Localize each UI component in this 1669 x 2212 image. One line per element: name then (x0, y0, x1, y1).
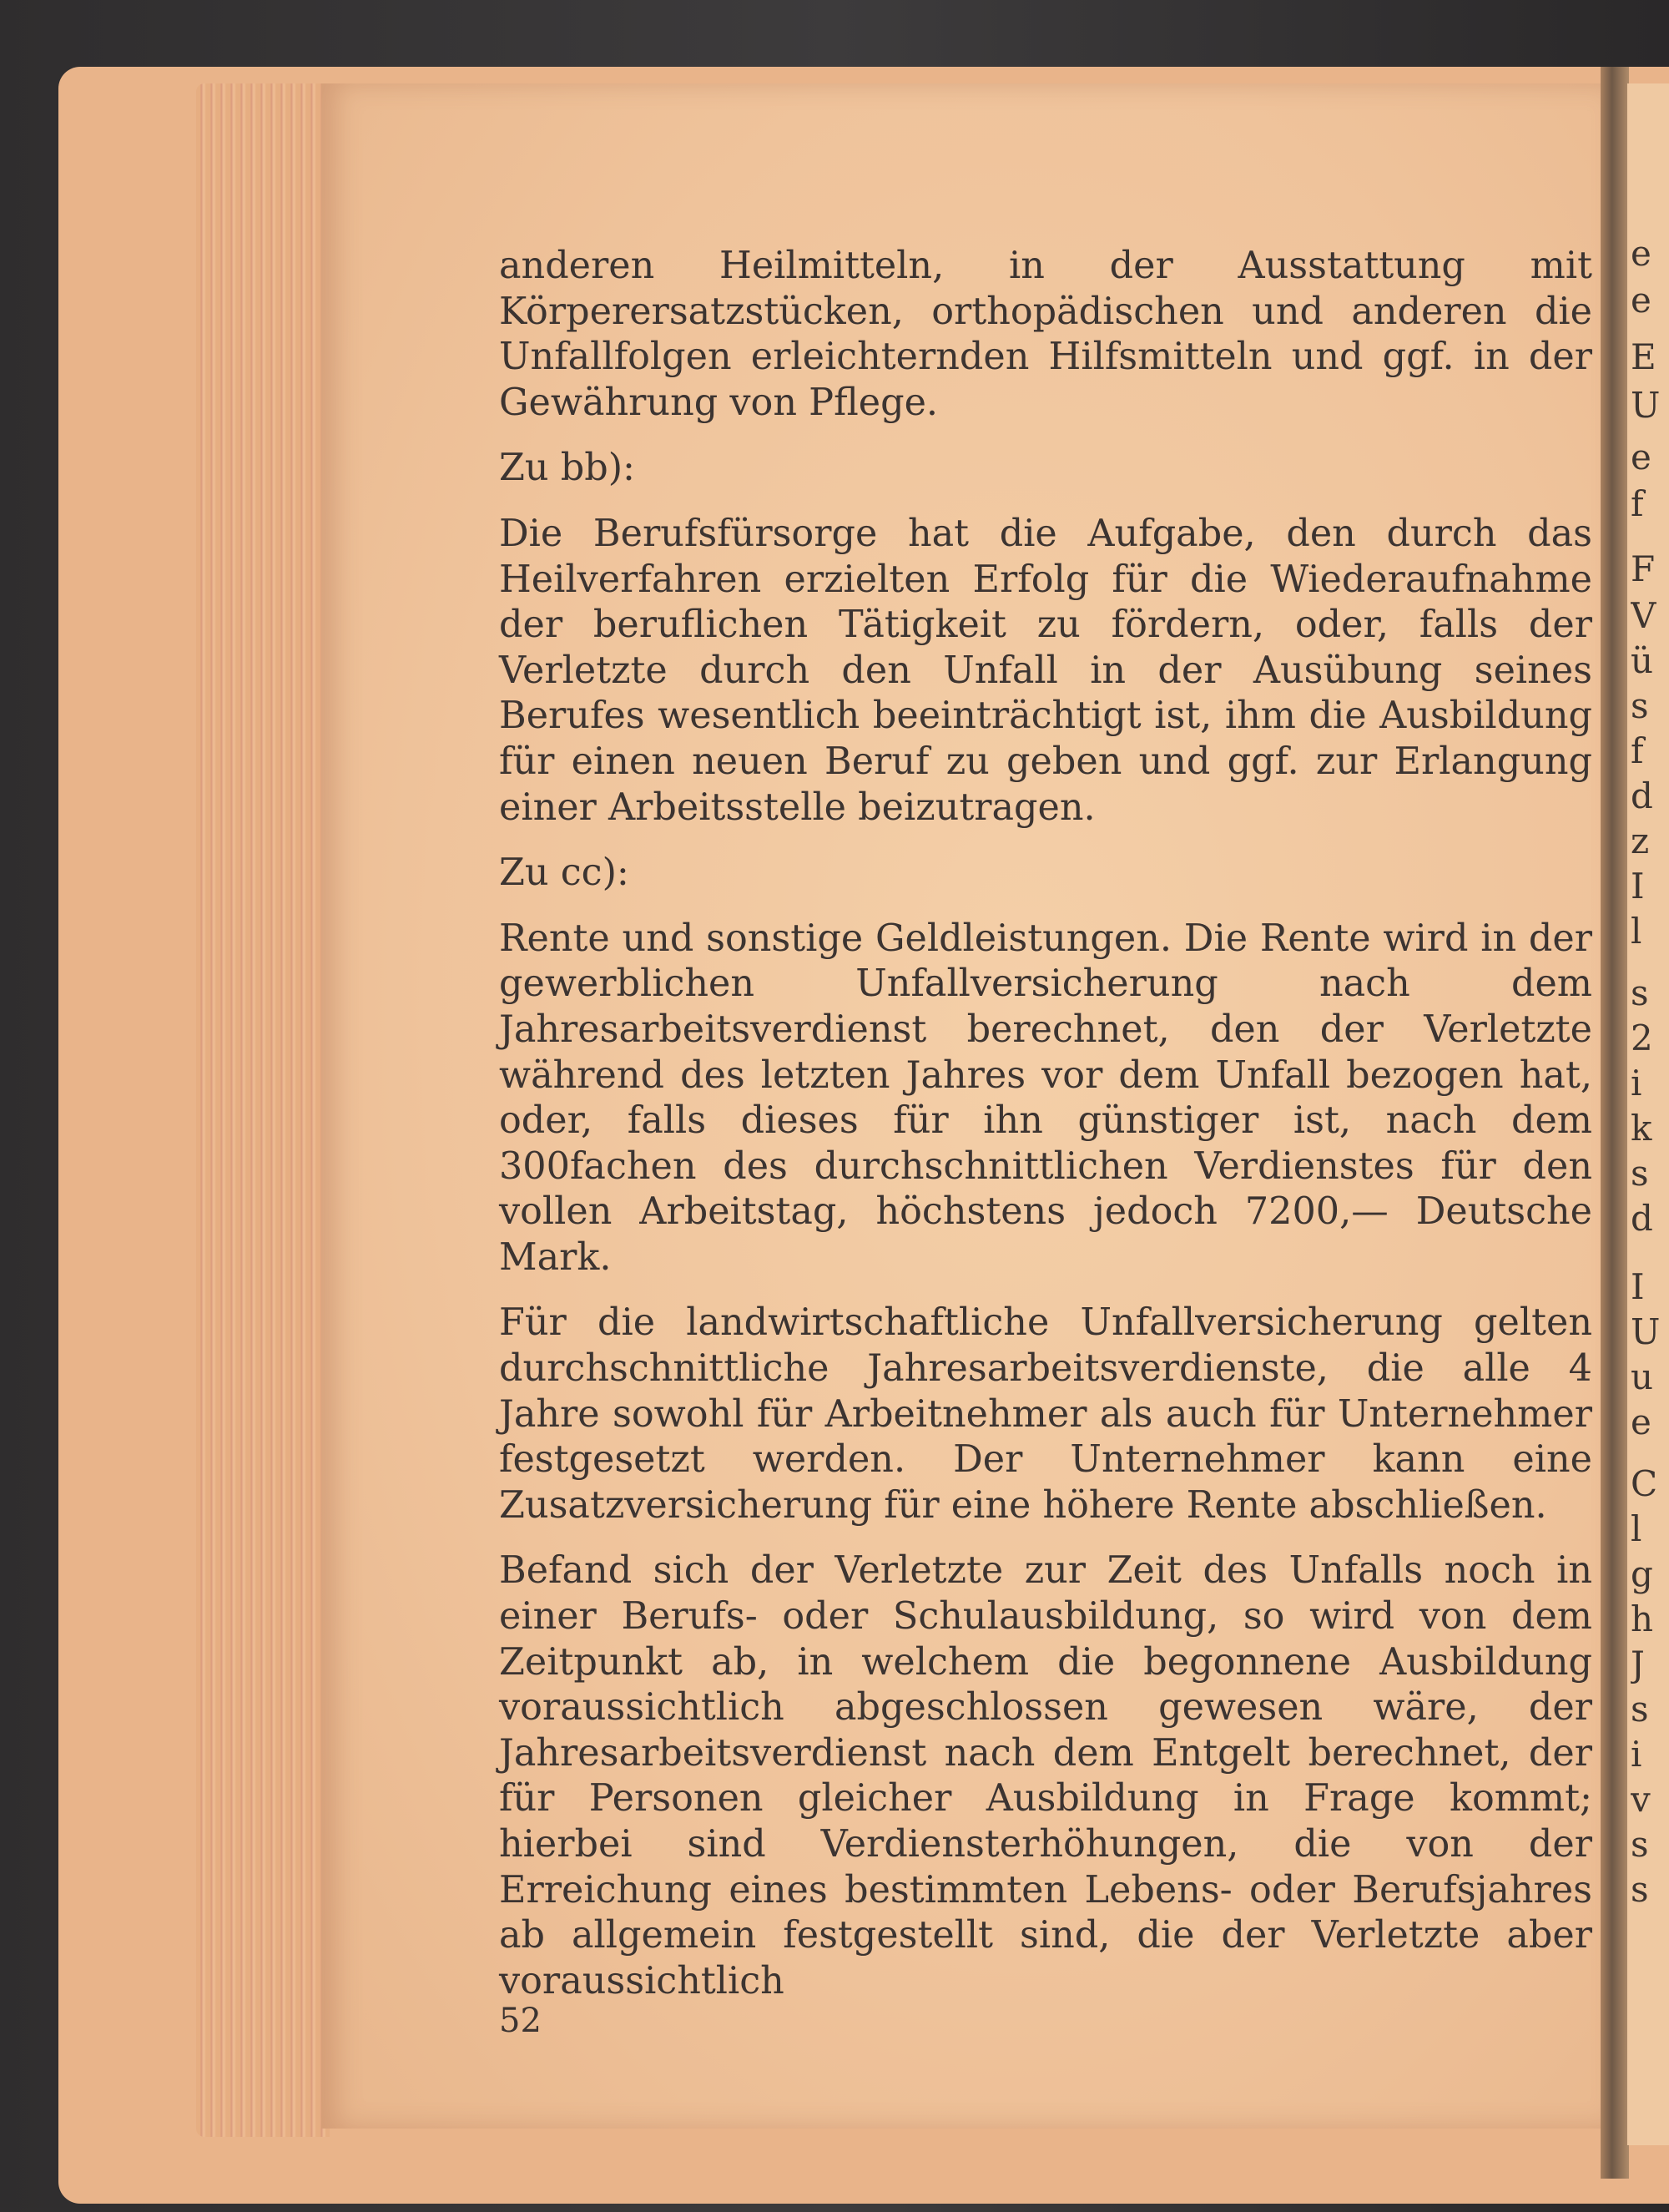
next-page-fragment: s (1631, 1824, 1649, 1865)
next-page-fragment: l (1631, 911, 1642, 952)
next-page-fragment: g (1631, 1553, 1653, 1594)
next-page-fragment: e (1631, 1401, 1651, 1442)
next-page-edge (1627, 83, 1669, 2145)
next-page-fragment: ü (1631, 640, 1654, 681)
next-page-fragment: v (1631, 1779, 1651, 1820)
next-page-fragment: i (1631, 1734, 1642, 1775)
next-page-fragment: C (1631, 1463, 1658, 1504)
next-page-fragment: z (1631, 821, 1650, 861)
next-page-fragment: e (1631, 280, 1651, 321)
next-page-fragment: k (1631, 1108, 1652, 1149)
next-page-fragment: h (1631, 1598, 1654, 1639)
next-page-fragment: e (1631, 437, 1651, 477)
paragraph: anderen Heilmitteln, in der Ausstattung mit Körperersatzstücken, orthopädischen und anderen die Unfallfolgen erleichternden Hilfsmitteln und ggf. in der Gewährung von Pflege. (499, 245, 1592, 424)
next-page-fragment: s (1631, 1689, 1649, 1730)
book-gutter (1601, 67, 1629, 2179)
page-text (499, 244, 1592, 2024)
next-page-fragment: U (1631, 1311, 1661, 1352)
section-heading-bb: Zu bb): (499, 447, 636, 490)
paragraph: Für die landwirtschaftliche Unfallversicherung gelten durchschnittliche Jahresarbeitsverdienste, die alle 4 Jahre sowohl für Arbeitnehmer als auch für Unternehmer festgesetzt werden. Der Unternehmer kann eine Zusatzversicherung für eine höhere Rente abschließen. (499, 1301, 1592, 1527)
next-page-fragment: l (1631, 1508, 1642, 1549)
next-page-fragment: s (1631, 1153, 1649, 1194)
next-page-fragment: u (1631, 1356, 1654, 1397)
next-page-fragment: E (1631, 336, 1656, 377)
page-number: 52 (499, 2002, 542, 2040)
paragraph: Rente und sonstige Geldleistungen. Die Rente wird in der gewerblichen Unfallversicherung nach dem Jahresarbeitsverdienst berechnet, den der Verletzte während des letzten Jahres vor dem Unfall bezogen hat, oder, falls dieses für ihn günstiger ist, nach dem 300fachen des durchschnittlichen Verdienstes für den vollen Arbeitstag, höchstens jedoch 7200,— Deutsche Mark. (499, 917, 1592, 1279)
next-page-fragment: J (1631, 1644, 1645, 1684)
next-page-fragment: I (1631, 866, 1645, 907)
paragraph: Die Berufsfürsorge hat die Aufgabe, den durch das Heilverfahren erzielten Erfolg für die Wiederaufnahme der beruflichen Tätigkeit zu fördern, oder, falls der Verletzte durch den Unfall in der Ausübung seines Berufes wesentlich beeinträchtigt ist, ihm die Ausbildung für einen neuen Beruf zu geben und ggf. zur Erlangung einer Arbeitsstelle beizutragen. (499, 512, 1592, 829)
next-page-fragment: s (1631, 1869, 1649, 1910)
next-page-fragment: V (1631, 595, 1656, 636)
next-page-fragment: I (1631, 1266, 1645, 1307)
next-page-fragment: i (1631, 1063, 1642, 1103)
paragraph: Befand sich der Verletzte zur Zeit des Unfalls noch in einer Berufs- oder Schulausbildung, so wird von dem Zeitpunkt ab, in welchem die begonnene Ausbildung voraussichtlich abgeschlossen gewesen wäre, der Jahresarbeitsverdienst nach dem Entgelt berechnet, der für Personen gleicher Ausbildung in Frage kommt; hierbei sind Verdiensterhöhungen, die von der Erreichung eines bestimmten Lebens- oder Berufsjahres ab allgemein festgestellt sind, die der Verletzte aber voraussichtlich (499, 1549, 1592, 2002)
next-page-fragment: d (1631, 775, 1653, 816)
next-page-fragment: e (1631, 233, 1651, 274)
page-edges (196, 83, 330, 2137)
section-heading-cc: Zu cc): (499, 851, 629, 895)
next-page-fragment: f (1631, 730, 1644, 771)
next-page-fragment: F (1631, 548, 1656, 589)
next-page-fragment: s (1631, 685, 1649, 726)
next-page-fragment: d (1631, 1198, 1653, 1239)
next-page-fragment: f (1631, 483, 1644, 524)
next-page-fragment: s (1631, 972, 1649, 1013)
next-page-fragment: 2 (1631, 1018, 1653, 1058)
next-page-fragment: U (1631, 385, 1661, 426)
